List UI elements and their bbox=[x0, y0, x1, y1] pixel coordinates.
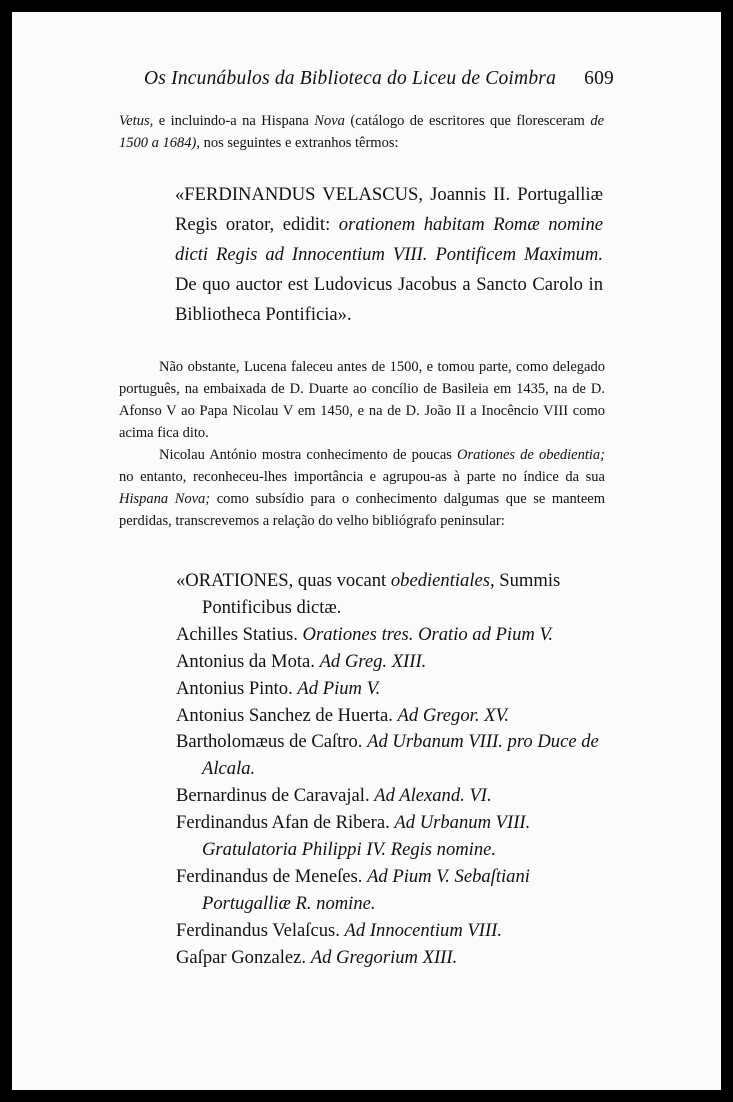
list-item-name: Ferdinandus de Meneſes. bbox=[176, 865, 368, 887]
orationes-list bbox=[176, 568, 608, 972]
list-item bbox=[176, 864, 608, 918]
intro-text-1: e incluindo-a na Hispana bbox=[153, 113, 315, 129]
list-heading-text-1: «ORATIONES, quas vocant bbox=[176, 570, 391, 591]
list-item-title: Ad Urbanum VIII. pro Duce de Alcala. bbox=[202, 731, 599, 780]
paragraph-nicolau bbox=[119, 444, 605, 532]
para2-text-3: como subsídio para o conhecimento dalgumas que se manteem perdidas, transcrevemos a relação do velho bibliógrafo peninsular: bbox=[119, 491, 605, 529]
intro-paragraph bbox=[119, 110, 604, 154]
list-item bbox=[176, 783, 608, 810]
book-page bbox=[12, 12, 721, 1090]
list-item-title: Ad Pium V. Sebaſtiani Portugalliæ R. nomine. bbox=[202, 865, 530, 914]
list-item-title: Ad Pium V. bbox=[297, 677, 381, 699]
list-item-title: Ad Alexand. VI. bbox=[374, 785, 492, 807]
quote-text-2: De quo auctor est Ludovicus Jacobus a Sancto Carolo in Bibliotheca Pontificia». bbox=[175, 274, 603, 325]
list-heading bbox=[176, 568, 608, 622]
intro-text-3: nos seguintes e extranhos têrmos: bbox=[199, 135, 399, 151]
list-item-title: Ad Urbanum VIII. Gratulatoria Philippi IV. Regis nomine. bbox=[202, 812, 531, 861]
list-item-title: Ad Gregor. XV. bbox=[397, 704, 510, 726]
intro-text-2: (catálogo de escritores que floresceram bbox=[344, 113, 591, 129]
quotation-velascus bbox=[175, 180, 603, 330]
running-header bbox=[144, 68, 614, 90]
list-item-title: Orationes tres. Oratio ad Pium V. bbox=[302, 623, 554, 645]
list-heading-text-2: Summis Pontificibus dictæ. bbox=[202, 570, 561, 618]
body-paragraphs bbox=[119, 356, 605, 532]
para2-text-1: Nicolau António mostra conhecimento de poucas bbox=[159, 447, 458, 463]
list-item-name: Antonius Sanchez de Huerta. bbox=[176, 704, 398, 726]
list-item-name: Gaſpar Gonzalez. bbox=[176, 946, 311, 968]
paragraph-lucena: Não obstante, Lucena faleceu antes de 1500, e tomou parte, como delegado português, na embaixada de D. Duarte ao concílio de Basileia em 1435, na de D. Afonso V ao Papa Nicolau V em 1450, e na de D. João II a Inocêncio VIII como acima fica dito. bbox=[119, 359, 605, 441]
list-item bbox=[176, 703, 608, 730]
list-item bbox=[176, 649, 608, 676]
para2-italic-1: Orationes de obedientia; bbox=[457, 447, 605, 463]
list-item-name: Bartholomæus de Caſtro. bbox=[176, 731, 368, 753]
list-item-title: Ad Gregorium XIII. bbox=[310, 946, 458, 968]
para2-italic-2: Hispana Nova; bbox=[119, 491, 211, 507]
list-item-title: Ad Greg. XIII. bbox=[319, 650, 427, 672]
list-item bbox=[176, 945, 608, 972]
list-item bbox=[176, 622, 608, 649]
list-item-name: Antonius Pinto. bbox=[176, 677, 298, 699]
list-item-name: Ferdinandus Velaſcus. bbox=[176, 919, 345, 941]
list-item bbox=[176, 729, 608, 783]
list-item-name: Bernardinus de Caravajal. bbox=[176, 785, 375, 807]
list-item-title: Ad Innocentium VIII. bbox=[344, 919, 503, 941]
list-item-name: Antonius da Mota. bbox=[176, 650, 320, 672]
list-item-name: Achilles Statius. bbox=[176, 623, 303, 645]
intro-vetus: Vetus, bbox=[119, 113, 154, 129]
quote-italic: orationem habitam Romæ nomine dicti Regis ad Innocentium VIII. Pontificem Maximum. bbox=[175, 214, 603, 265]
quote-text-1: «FERDINANDUS VELASCUS, Joannis II. Portugalliæ Regis orator, edidit: bbox=[175, 184, 603, 235]
intro-nova: Nova bbox=[314, 113, 345, 129]
page-number: 609 bbox=[584, 68, 614, 89]
list-item bbox=[176, 676, 608, 703]
list-item bbox=[176, 918, 608, 945]
running-title: Os Incunábulos da Biblioteca do Liceu de Coimbra bbox=[144, 68, 557, 89]
list-heading-italic: obedientiales, bbox=[390, 570, 495, 591]
para2-text-2: no entanto, reconheceu-lhes importância e agrupou-as à parte no índice da sua bbox=[119, 469, 605, 485]
list-item-name: Ferdinandus Afan de Ribera. bbox=[176, 812, 395, 834]
intro-dates: de 1500 a 1684), bbox=[119, 113, 604, 151]
list-item bbox=[176, 810, 608, 864]
